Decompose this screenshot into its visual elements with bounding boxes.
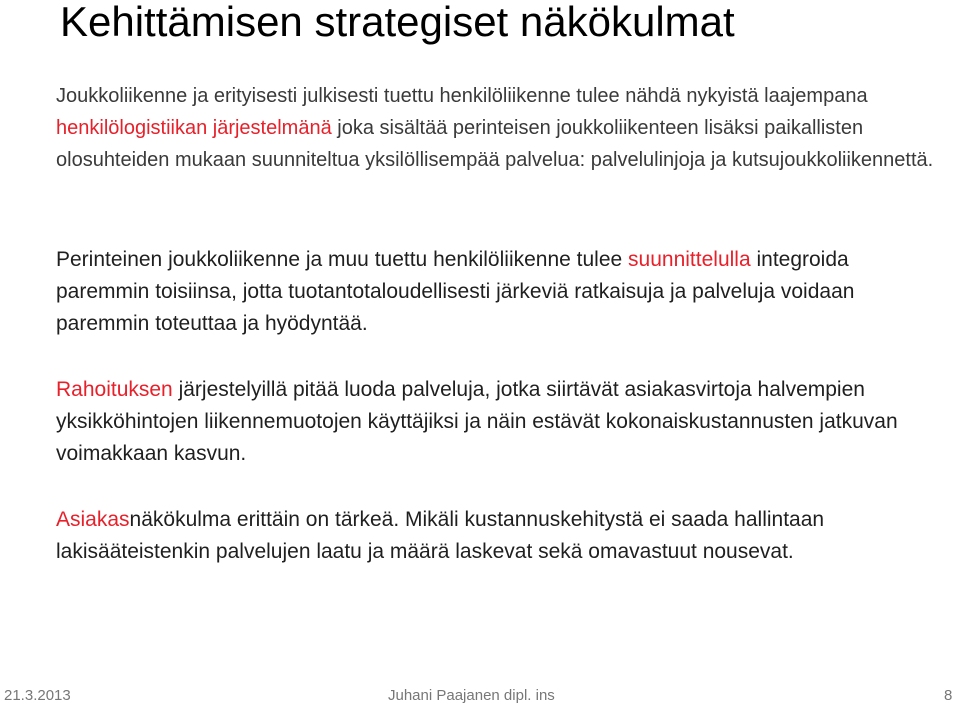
highlight-term: suunnittelulla — [628, 248, 751, 271]
footer-date: 21.3.2013 — [4, 687, 71, 704]
paragraph-text: näkökulma erittäin on tärkeä. Mikäli kustannuskehitystä ei saada hallintaan lakisääteistenkin palvelujen laatu ja määrä laskevat sekä omavastuut nousevat. — [56, 508, 825, 563]
paragraph-suunnittelu — [56, 244, 936, 340]
highlight-term: Rahoituksen — [56, 378, 173, 401]
slide-title: Kehittämisen strategiset näkökulmat — [60, 0, 735, 45]
paragraph-rahoitus — [56, 374, 936, 470]
paragraph-henkilologistiikka — [56, 80, 936, 176]
highlight-term: henkilölogistiikan järjestelmänä — [56, 117, 332, 139]
paragraph-text: järjestelyillä pitää luoda palveluja, jotka siirtävät asiakasvirtoja halvempien yksikköhintojen liikennemuotojen käyttäjiksi ja näin estävät kokonaiskustannusten jatkuvan voimakkaan kasvun. — [56, 378, 898, 465]
highlight-term: Asiakas — [56, 508, 130, 531]
footer-page-number: 8 — [944, 687, 953, 704]
paragraph-text: integroida paremmin toisiinsa, jotta tuotantotaloudellisesti järkeviä ratkaisuja ja palveluja voidaan paremmin toteuttaa ja hyödyntää. — [56, 248, 855, 335]
paragraph-text: joka sisältää perinteisen joukkoliikenteen lisäksi paikallisten olosuhteiden mukaan suunniteltua yksilöllisempää palvelua: palvelulinjoja ja kutsujoukkoliikennettä. — [56, 117, 934, 171]
paragraph-text: Perinteinen joukkoliikenne ja muu tuettu henkilöliikenne tulee — [56, 248, 629, 271]
paragraph-text: Joukkoliikenne ja erityisesti julkisesti tuettu henkilöliikenne tulee nähdä nykyistä laajempana — [56, 85, 868, 107]
footer-author: Juhani Paajanen dipl. ins — [388, 687, 555, 704]
paragraph-asiakasnakokulma — [56, 504, 936, 568]
